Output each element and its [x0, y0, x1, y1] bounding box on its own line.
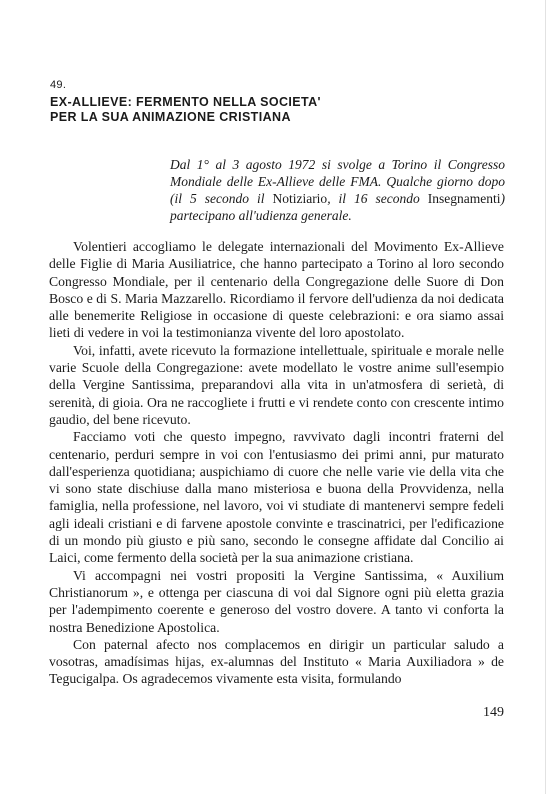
title-line-1: EX-ALLIEVE: FERMENTO NELLA SOCIETA' — [50, 95, 321, 109]
intro-part-1: Dal 1° al 3 agosto 1972 si svolge a Torino il Congresso Mondiale delle Ex-Allieve delle FMA. Qualche giorno dopo (il 5 secondo il — [170, 157, 505, 206]
paragraph: Con paternal afecto nos complacemos en dirigir un particular saludo a vosotras, amadísimas hijas, ex-alumnas del Instituto « Maria Auxiliadora » de Tegucigalpa. Os agradecemos vivamente esta visita, formulando — [49, 636, 504, 687]
paragraph: Volentieri accogliamo le delegate internazionali del Movimento Ex-Allieve delle Figlie di Maria Ausiliatrice, che hanno partecipato a Torino al loro secondo Congresso Mondiale, per il centenario della Congregazione delle Suore di Don Bosco e di S. Maria Mazzarello. Ricordiamo il fervore dell'udienza da noi dedicata alle benemerite Religiose in occasione di queste celebrazioni: e ora siamo assai lieti di vedere in voi la testimonianza vivente del loro apostolato. — [49, 239, 504, 341]
paragraph: Facciamo voti che questo impegno, ravvivato dagli incontri fraterni del centenario, perduri sempre in voi con l'entusiasmo dei primi anni, pur maturato dall'esperienza quotidiana; auspichiamo di cuore che nelle varie vie della vita che vi sono state dischiuse dalla mano misteriosa e buona della Provvidenza, nella famiglia, nella professione, nel lavoro, voi vi studiate di mantenervi sempre fedeli agli ideali cristiani e di farvene apostole convinte e trascinatrici, per l'edificazione di un mondo più giusto e più sano, secondo le consegne affidate dal Concilio ai Laici, come fermento della società per la sua animazione cristiana. — [49, 429, 504, 566]
paragraph: Vi accompagni nei vostri propositi la Vergine Santissima, « Auxilium Christianorum », e ottenga per ciascuna di voi dal Signore ogni più eletta grazia per l'adempimento coerente e generoso del vostro dovere. A tanto vi conforta la nostra Benedizione Apostolica. — [49, 567, 504, 635]
scan-edge-divider — [545, 0, 546, 794]
intro-part-3: ) partecipano all'udienza generale. — [170, 191, 505, 223]
section-title — [50, 95, 520, 125]
intro-notiziario: Notiziario — [272, 191, 328, 206]
paragraph: Voi, infatti, avete ricevuto la formazione intellettuale, spirituale e morale nelle varie Scuole della Congregazione: avete modellato le vostre anime sull'esempio della Vergine Santissima, preparandovi alla vita in un'atmosfera di serietà, di serenità, di gioia. Ora ne raccogliete i frutti e vi rendete conto con crescente intimo gaudio, del bene ricevuto. — [49, 342, 504, 427]
title-line-2: PER LA SUA ANIMAZIONE CRISTIANA — [50, 110, 291, 124]
intro-part-2: , il 16 secondo — [327, 191, 428, 206]
section-number: 49. — [50, 79, 67, 91]
body-text — [49, 238, 504, 688]
intro-note — [170, 156, 505, 224]
page-number: 149 — [483, 705, 504, 720]
intro-insegnamenti: Insegnamenti — [427, 191, 501, 206]
